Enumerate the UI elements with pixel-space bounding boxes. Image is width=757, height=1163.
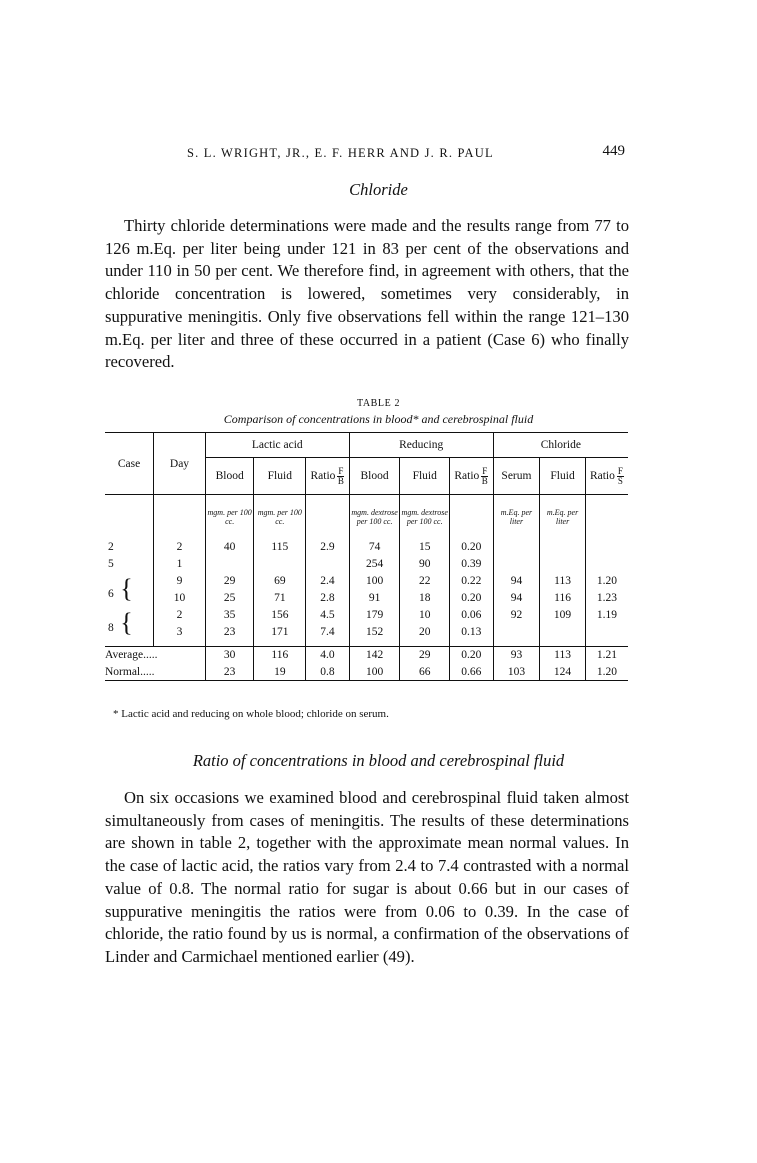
section-title-chloride: Chloride (349, 180, 408, 199)
summary-value: 19 (254, 664, 306, 681)
cell-value: 152 (349, 624, 400, 641)
cell-value (205, 556, 254, 573)
cell-value: 0.20 (450, 539, 494, 556)
cell-value: 7.4 (306, 624, 350, 641)
ratio-fraction: $\frac{F}{B}$ (337, 465, 344, 486)
table-row (105, 607, 628, 624)
cell-value (585, 556, 628, 573)
cell-value: 22 (400, 573, 450, 590)
cell-value (254, 556, 306, 573)
summary-value: 0.8 (306, 664, 350, 681)
summary-value: 0.66 (450, 664, 494, 681)
cell-day: 3 (154, 624, 206, 641)
cell-case: 8 { (108, 608, 133, 637)
cell-value (585, 539, 628, 556)
cell-value: 10 (400, 607, 450, 624)
paragraph-ratio (105, 787, 629, 969)
cell-case: 5 (108, 558, 114, 570)
unit-chloride-serum: m.Eq. per liter (493, 495, 540, 539)
group-head-chloride: Chloride (493, 433, 628, 458)
table-row (105, 539, 628, 556)
subhead-chloride-fluid: Fluid (540, 458, 586, 495)
cell-value (493, 624, 540, 641)
subhead-lactic-fluid: Fluid (254, 458, 306, 495)
cell-value: 109 (540, 607, 586, 624)
cell-value (306, 556, 350, 573)
cell-value: 1.20 (585, 573, 628, 590)
cell-value: 20 (400, 624, 450, 641)
summary-value: 66 (400, 664, 450, 681)
unit-chloride-fluid: m.Eq. per liter (540, 495, 586, 539)
cell-value: 94 (493, 590, 540, 607)
cell-value: 1.19 (585, 607, 628, 624)
cell-value: 2.8 (306, 590, 350, 607)
unit-reducing-blood: mgm. dextrose per 100 cc. (349, 495, 400, 539)
cell-day: 1 (154, 556, 206, 573)
cell-day: 10 (154, 590, 206, 607)
cell-value: 91 (349, 590, 400, 607)
paragraph-ratio-text: On six occasions we examined blood and cerebrospinal fluid taken almost simultaneously from cases of meningitis. The results of these determinations are shown in table 2, together with the approximate mean normal values. In the case of lactic acid, the ratios vary from 2.4 to 7.4 contrasted with a normal value of 0.8. The normal ratio for sugar is about 0.66 but in our cases of suppurative meningitis the ratios were from 0.06 to 0.39. In the case of chloride, the ratio found by us is normal, a confirmation of the observations of Linder and Carmichael mentioned earlier (49). (105, 788, 629, 966)
summary-value: 4.0 (306, 647, 350, 664)
cell-day: 2 (154, 607, 206, 624)
table-footnote: * Lactic acid and reducing on whole blood; chloride on serum. (113, 708, 389, 720)
cell-value (493, 539, 540, 556)
table-label: TABLE 2 (356, 398, 401, 409)
unit-lactic-blood: mgm. per 100 cc. (205, 495, 254, 539)
cell-day: 2 (154, 539, 206, 556)
summary-value: 124 (540, 664, 586, 681)
paragraph-chloride-text: Thirty chloride determinations were made and the results range from 77 to 126 m.Eq. per liter being under 121 in 83 per cent of the observations and under 110 in 50 per cent. We therefore find, in agreement with others, that the chloride concentration is lowered, sometimes very considerably, in suppurative meningitis. Only five observations fell within the range 121–130 m.Eq. per liter and three of these occurred in a patient (Case 6) who finally recovered. (105, 216, 629, 372)
subhead-lactic-blood: Blood (205, 458, 254, 495)
cell-value (540, 556, 586, 573)
cell-value: 35 (205, 607, 254, 624)
summary-value: 1.21 (585, 647, 628, 664)
cell-value: 113 (540, 573, 586, 590)
summary-value: 100 (349, 664, 400, 681)
col-head-case: Case (117, 457, 141, 470)
summary-value: 29 (400, 647, 450, 664)
cell-value (540, 539, 586, 556)
summary-row (105, 647, 628, 664)
cell-value: 69 (254, 573, 306, 590)
table-2 (105, 432, 628, 681)
cell-value (540, 624, 586, 641)
summary-value: 116 (254, 647, 306, 664)
cell-value: 23 (205, 624, 254, 641)
subhead-chloride-serum: Serum (493, 458, 540, 495)
cell-value: 40 (205, 539, 254, 556)
ratio-fraction: $\frac{F}{B}$ (481, 465, 488, 486)
unit-lactic-fluid: mgm. per 100 cc. (254, 495, 306, 539)
table-row (105, 556, 628, 573)
table-caption: Comparison of concentrations in blood* and cerebrospinal fluid (223, 412, 534, 426)
cell-case: 2 (108, 541, 114, 553)
summary-row (105, 664, 628, 681)
cell-value: 254 (349, 556, 400, 573)
cell-day: 9 (154, 573, 206, 590)
cell-value (585, 624, 628, 641)
subhead-reducing-ratio (450, 458, 494, 495)
col-head-day: Day (154, 433, 206, 495)
cell-value: 18 (400, 590, 450, 607)
table-row (105, 590, 628, 607)
subhead-reducing-ratio-label: Ratio (454, 469, 480, 482)
cell-value: 25 (205, 590, 254, 607)
cell-value: 171 (254, 624, 306, 641)
subhead-lactic-ratio (306, 458, 350, 495)
cell-value: 0.20 (450, 590, 494, 607)
summary-value: 103 (493, 664, 540, 681)
summary-value: 142 (349, 647, 400, 664)
cell-value: 115 (254, 539, 306, 556)
summary-value: 113 (540, 647, 586, 664)
subhead-chloride-ratio-label: Ratio (589, 469, 615, 482)
cell-value: 179 (349, 607, 400, 624)
summary-value: 93 (493, 647, 540, 664)
table-row (105, 573, 628, 590)
cell-value: 92 (493, 607, 540, 624)
cell-value: 15 (400, 539, 450, 556)
summary-value: 0.20 (450, 647, 494, 664)
cell-value: 2.9 (306, 539, 350, 556)
running-header-authors: S. L. WRIGHT, JR., E. F. HERR AND J. R. PAUL (187, 146, 494, 160)
cell-value: 116 (540, 590, 586, 607)
ratio-fraction: $\frac{F}{S}$ (617, 465, 623, 486)
cell-value: 71 (254, 590, 306, 607)
summary-label: Average..... (105, 649, 158, 662)
cell-value: 0.22 (450, 573, 494, 590)
unit-reducing-fluid: mgm. dextrose per 100 cc. (400, 495, 450, 539)
cell-case: 6 { (108, 574, 133, 603)
cell-value: 4.5 (306, 607, 350, 624)
cell-value: 1.23 (585, 590, 628, 607)
subhead-lactic-ratio-label: Ratio (310, 469, 336, 482)
cell-value: 2.4 (306, 573, 350, 590)
paragraph-chloride (105, 215, 629, 374)
cell-value: 0.39 (450, 556, 494, 573)
summary-value: 23 (205, 664, 254, 681)
group-head-reducing: Reducing (349, 433, 493, 458)
cell-value: 94 (493, 573, 540, 590)
cell-value (493, 556, 540, 573)
page-number: 449 (602, 143, 625, 159)
cell-value: 29 (205, 573, 254, 590)
summary-value: 30 (205, 647, 254, 664)
cell-value: 156 (254, 607, 306, 624)
cell-value: 0.13 (450, 624, 494, 641)
cell-value: 74 (349, 539, 400, 556)
cell-value: 100 (349, 573, 400, 590)
table-row (105, 624, 628, 641)
subhead-reducing-fluid: Fluid (400, 458, 450, 495)
cell-value: 0.06 (450, 607, 494, 624)
cell-value: 90 (400, 556, 450, 573)
section-title-ratio: Ratio of concentrations in blood and cerebrospinal fluid (192, 751, 565, 770)
summary-value: 1.20 (585, 664, 628, 681)
subhead-chloride-ratio (585, 458, 628, 495)
subhead-reducing-blood: Blood (349, 458, 400, 495)
summary-label: Normal..... (105, 665, 155, 678)
group-head-lactic: Lactic acid (205, 433, 349, 458)
running-header (187, 143, 625, 163)
